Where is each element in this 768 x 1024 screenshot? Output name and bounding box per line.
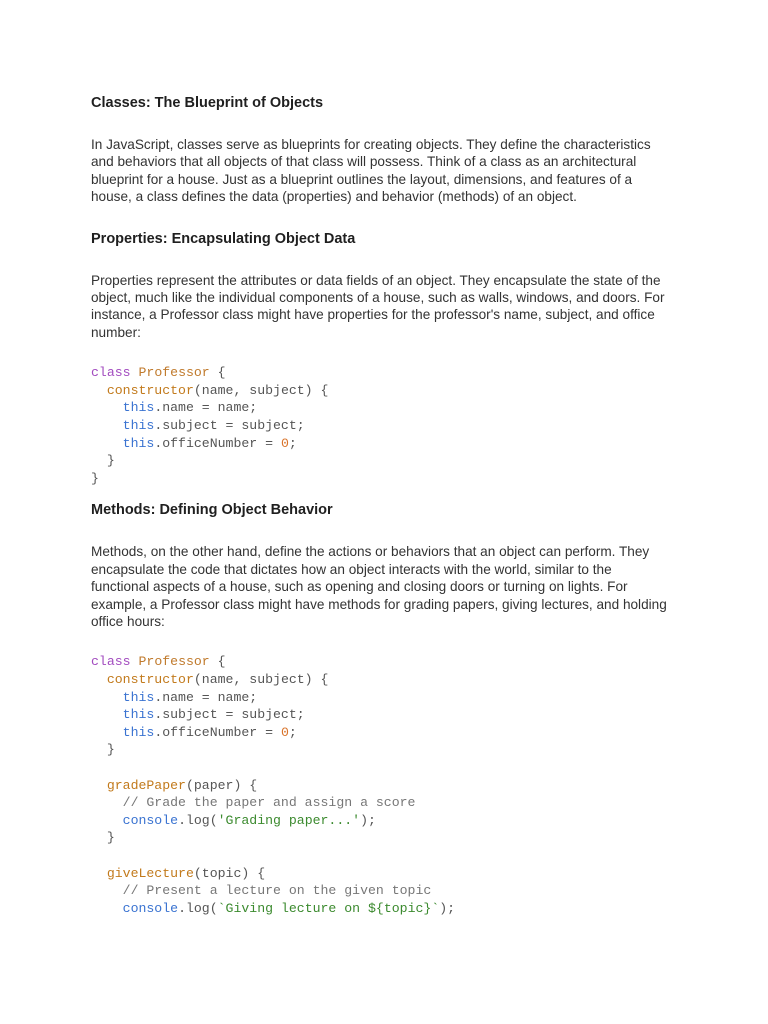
code-number: 0 <box>280 724 289 740</box>
code-text: } <box>91 470 99 486</box>
code-text: (paper) { <box>185 777 258 793</box>
code-text: { <box>209 654 226 670</box>
code-text: .subject = subject; <box>154 707 305 723</box>
code-text: } <box>106 830 115 846</box>
code-text: .subject = subject; <box>154 418 305 434</box>
code-text: .officeNumber = <box>154 724 281 740</box>
code-text: (name, subject) { <box>193 382 329 398</box>
code-comment: // Grade the paper and assign a score <box>122 795 416 811</box>
code-class-name: Professor <box>138 654 210 670</box>
code-text: .log( <box>178 812 218 828</box>
code-this: this <box>122 707 155 723</box>
paragraph-properties: Properties represent the attributes or data fields of an object. They encapsulate the state of the object, much like the individual components of a house, such as walls, windows, and doors. For instance, a Professor class might have properties for the professor's name, subject, and office number: <box>91 272 665 340</box>
heading-properties: Properties: Encapsulating Object Data <box>91 230 356 247</box>
paragraph-methods: Methods, on the other hand, define the actions or behaviors that an object can perform. They encapsulate the code that dictates how an object interacts with the world, similar to the functional aspects of a house, such as opening and closing doors or turning on lights. For example, a Professor class might have methods for grading papers, giving lectures, and holding office hours: <box>91 544 667 630</box>
code-this: this <box>122 724 155 740</box>
paragraph-classes: In JavaScript, classes serve as blueprints for creating objects. They define the characteristics and behaviors that all objects of that class will possess. Think of a class as an architectural blueprint for a house. Just as a blueprint outlines the layout, dimensions, and features of a house, a class defines the data (properties) and behavior (methods) of an object. <box>91 137 651 205</box>
code-console: console <box>122 900 179 916</box>
code-text: } <box>106 453 115 469</box>
code-keyword: class <box>91 365 131 381</box>
code-text: ; <box>288 435 297 451</box>
heading-methods: Methods: Defining Object Behavior <box>91 502 333 519</box>
code-console: console <box>122 812 179 828</box>
heading-classes: Classes: The Blueprint of Objects <box>91 95 324 111</box>
code-string: `Giving lecture on ${topic}` <box>217 900 440 916</box>
code-text: .log( <box>178 900 218 916</box>
code-text: { <box>209 365 226 381</box>
code-text: .name = name; <box>154 689 258 705</box>
code-this: this <box>122 435 155 451</box>
code-constructor: constructor <box>106 672 194 688</box>
code-method-name: giveLecture <box>106 865 194 881</box>
code-block-properties <box>91 364 668 487</box>
code-text: ); <box>360 812 376 828</box>
code-text: .officeNumber = <box>154 435 281 451</box>
code-class-name: Professor <box>138 365 210 381</box>
code-text: (name, subject) { <box>193 672 329 688</box>
code-text: ; <box>288 724 297 740</box>
code-constructor: constructor <box>106 382 194 398</box>
code-text: (topic) { <box>193 865 266 881</box>
code-text: } <box>106 742 115 758</box>
code-this: this <box>122 418 155 434</box>
code-keyword: class <box>91 654 131 670</box>
code-number: 0 <box>280 435 289 451</box>
code-text: ); <box>439 900 456 916</box>
code-block-methods <box>91 653 668 917</box>
code-this: this <box>122 400 155 416</box>
code-comment: // Present a lecture on the given topic <box>122 883 432 899</box>
code-this: this <box>122 689 155 705</box>
code-method-name: gradePaper <box>106 777 186 793</box>
code-text: .name = name; <box>154 400 258 416</box>
code-string: 'Grading paper...' <box>217 812 361 828</box>
